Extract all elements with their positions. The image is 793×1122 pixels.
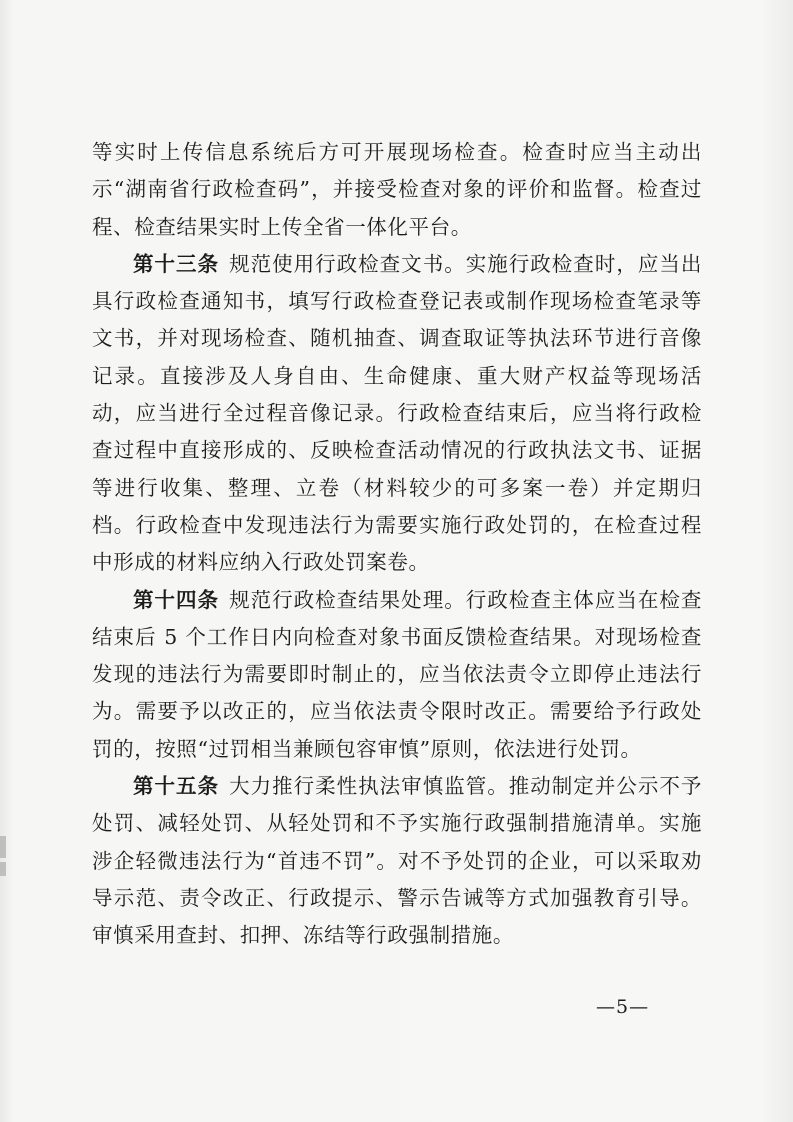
paragraph-text: 大力推行柔性执法审慎监管。推动制定并公示不予处罚、减轻处罚、从轻处罚和不予实施行政强制措施清单。实施涉企轻微违法行为“首违不罚”。对不予处罚的企业，可以采取劝导示范、责令改正、行政提示、警示告诫等方式加强教育引导。审慎采用查封、扣押、冻结等行政强制措施。 [92,774,702,948]
scan-edge-mark [0,836,6,858]
paragraph-text: 规范行政检查结果处理。行政检查主体应当在检查结束后 5 个工作日内向检查对象书面反馈检查结果。对现场检查发现的违法行为需要即时制止的，应当依法责令立即停止违法行为。需要予以改正的，应当依法责令限时改正。需要给予行政处罚的，按照“过罚相当兼顾包容审慎”原则，依法进行处罚。 [92,587,702,761]
article-heading: 第十四条 [133,587,220,612]
paragraph-text: 等实时上传信息系统后方可开展现场检查。检查时应当主动出示“湖南省行政检查码”，并接受检查对象的评价和监督。检查过程、检查结果实时上传全省一体化平台。 [92,140,702,239]
body-text [92,134,702,955]
article-heading: 第十五条 [133,774,220,799]
paragraph-continuation [92,134,702,246]
paragraph-article-15 [92,768,702,954]
paragraph-text: 规范使用行政检查文书。实施行政检查时，应当出具行政检查通知书，填写行政检查登记表或制作现场检查笔录等文书，并对现场检查、随机抽查、调查取证等执法环节进行音像记录。直接涉及人身自由、生命健康、重大财产权益等现场活动，应当进行全过程音像记录。行政检查结束后，应当将行政检查过程中直接形成的、反映检查活动情况的行政执法文书、证据等进行收集、整理、立卷（材料较少的可多案一卷）并定期归档。行政检查中发现违法行为需要实施行政处罚的，在检查过程中形成的材料应纳入行政处罚案卷。 [92,251,702,575]
scan-edge-mark [0,862,6,876]
paragraph-article-14 [92,582,702,768]
article-heading: 第十三条 [133,251,220,276]
paragraph-article-13 [92,246,702,582]
page-number: —5— [596,996,650,1018]
